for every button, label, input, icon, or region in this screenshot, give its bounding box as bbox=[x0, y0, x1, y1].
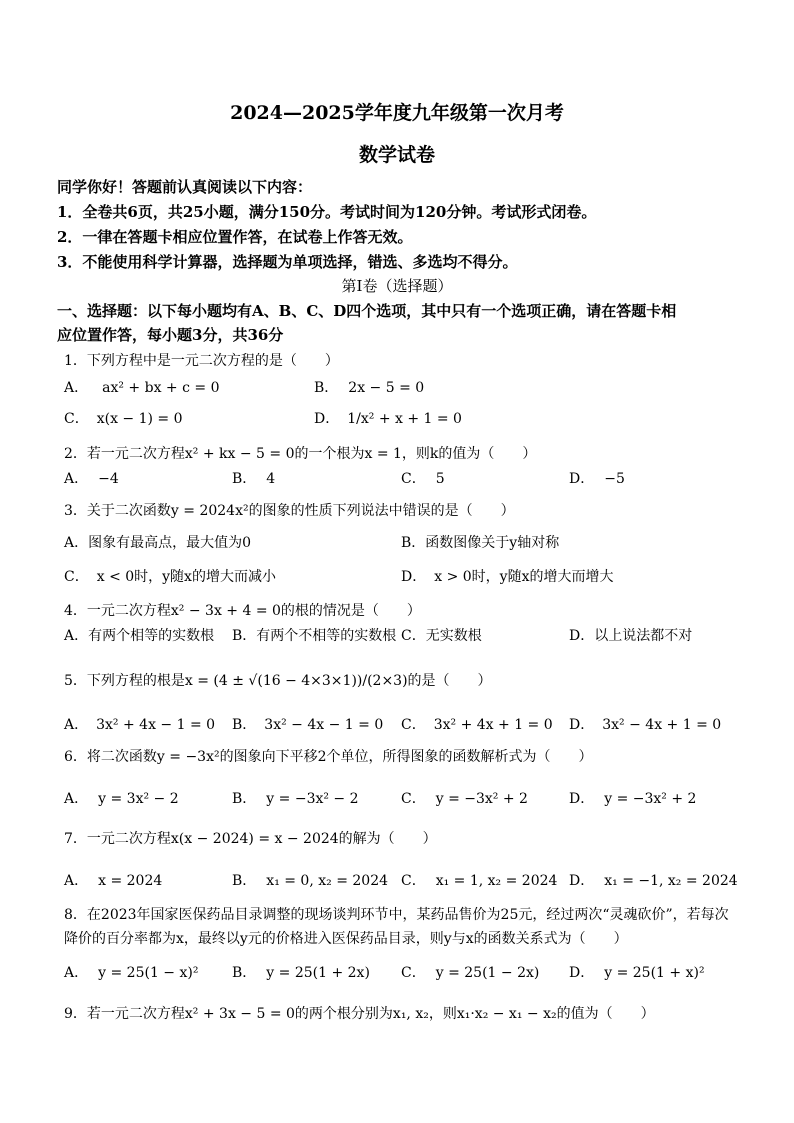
option-text: 1/x² + x + 1 = 0 bbox=[347, 411, 462, 427]
question-4-option-d: D．以上说法都不对 bbox=[569, 628, 693, 644]
option-text: y = −3x² − 2 bbox=[266, 791, 359, 807]
option-text: 函数图像关于y轴对称 bbox=[425, 535, 560, 551]
option-text: 5 bbox=[435, 471, 445, 487]
question-8-option-b: B． y = 25(1 + 2x) bbox=[232, 965, 370, 981]
question-6-option-d: D． y = −3x² + 2 bbox=[569, 791, 697, 807]
option-text: y = −3x² + 2 bbox=[604, 791, 697, 807]
option-text: −4 bbox=[98, 471, 119, 487]
option-text: y = 25(1 + 2x) bbox=[266, 965, 370, 981]
option-text: 3x² + 4x + 1 = 0 bbox=[433, 717, 553, 733]
option-text: x > 0时，y随x的增大而增大 bbox=[434, 569, 614, 585]
section-instructions-line1: 一、选择题：以下每小题均有A、B、C、D四个选项，其中只有一个选项正确，请在答题卡相 bbox=[57, 302, 677, 320]
option-text: 有两个相等的实数根 bbox=[88, 628, 215, 644]
option-text: 以上说法都不对 bbox=[594, 628, 693, 644]
question-4-option-b: B．有两个不相等的实数根 bbox=[232, 628, 397, 644]
question-6-option-b: B． y = −3x² − 2 bbox=[232, 791, 359, 807]
option-text: y = 25(1 − 2x) bbox=[435, 965, 540, 981]
option-text: 有两个不相等的实数根 bbox=[256, 628, 397, 644]
question-3-stem: 3．关于二次函数y = 2024x²的图象的性质下列说法中错误的是（ ） bbox=[64, 503, 515, 519]
question-8-stem-line2: 降价的百分率都为x，最终以y元的价格进入医保药品目录，则y与x的函数关系式为（ ） bbox=[64, 931, 628, 947]
exam-subtitle: 数学试卷 bbox=[358, 144, 435, 166]
option-text: y = −3x² + 2 bbox=[435, 791, 528, 807]
part1-title: 第Ⅰ卷（选择题） bbox=[341, 277, 453, 295]
notice-item-2: 2．一律在答题卡相应位置作答，在试卷上作答无效。 bbox=[57, 228, 413, 246]
question-6-stem: 6．将二次函数y = −3x²的图象向下平移2个单位，所得图象的函数解析式为（ ） bbox=[64, 749, 593, 765]
option-text: 无实数根 bbox=[425, 628, 482, 644]
question-6-option-a: A． y = 3x² − 2 bbox=[64, 791, 179, 807]
option-text: 4 bbox=[266, 471, 276, 487]
option-text: y = 25(1 + x)² bbox=[604, 965, 705, 981]
question-7-option-c: C． x₁ = 1, x₂ = 2024 bbox=[401, 873, 558, 889]
option-text: 2x − 5 = 0 bbox=[348, 380, 425, 396]
option-text: y = 3x² − 2 bbox=[98, 791, 179, 807]
option-text: x₁ = −1, x₂ = 2024 bbox=[604, 873, 738, 889]
question-7-stem: 7．一元二次方程x(x − 2024) = x − 2024的解为（ ） bbox=[64, 831, 437, 847]
question-5-option-d: D． 3x² − 4x + 1 = 0 bbox=[569, 717, 722, 733]
question-5-stem: 5．下列方程的根是x = (4 ± √(16 − 4×3×1))/(2×3)的是（ ） bbox=[64, 673, 492, 689]
option-text: 3x² − 4x + 1 = 0 bbox=[602, 717, 722, 733]
question-6-option-c: C． y = −3x² + 2 bbox=[401, 791, 528, 807]
question-8-option-c: C． y = 25(1 − 2x) bbox=[401, 965, 540, 981]
question-2-option-b: B． 4 bbox=[232, 471, 276, 487]
question-3-option-b: B．函数图像关于y轴对称 bbox=[401, 535, 560, 551]
option-text: y = 25(1 − x)² bbox=[98, 965, 199, 981]
question-8-stem-line1: 8．在2023年国家医保药品目录调整的现场谈判环节中，某药品售价为25元，经过两次“灵魂砍价”，若每次 bbox=[64, 907, 729, 923]
notice-item-1: 1．全卷共6页，共25小题，满分150分。考试时间为120分钟。考试形式闭卷。 bbox=[57, 203, 597, 221]
question-5-option-a: A． 3x² + 4x − 1 = 0 bbox=[64, 717, 216, 733]
section-instructions-line2: 应位置作答，每小题3分，共36分 bbox=[57, 326, 284, 344]
question-2-option-d: D． −5 bbox=[569, 471, 625, 487]
question-9-stem: 9．若一元二次方程x² + 3x − 5 = 0的两个根分别为x₁, x₂，则x₁·x₂ − x₁ − x₂的值为（ ） bbox=[64, 1006, 655, 1022]
option-text: ax² + bx + c = 0 bbox=[102, 380, 220, 396]
question-1-option-d: D． 1/x² + x + 1 = 0 bbox=[314, 411, 462, 427]
option-text: x(x − 1) = 0 bbox=[96, 411, 183, 427]
option-text: 3x² + 4x − 1 = 0 bbox=[96, 717, 216, 733]
option-text: x₁ = 0, x₂ = 2024 bbox=[266, 873, 389, 889]
question-2-option-a: A． −4 bbox=[64, 471, 119, 487]
question-7-option-a: A． x = 2024 bbox=[64, 873, 163, 889]
question-3-option-c: C． x < 0时，y随x的增大而减小 bbox=[64, 569, 276, 585]
question-8-option-a: A． y = 25(1 − x)² bbox=[64, 965, 199, 981]
notice-greeting: 同学你好！答题前认真阅读以下内容： bbox=[57, 178, 313, 196]
notice-item-3: 3．不能使用科学计算器，选择题为单项选择，错选、多选均不得分。 bbox=[57, 253, 518, 271]
question-1-option-a: A． ax² + bx + c = 0 bbox=[64, 380, 220, 396]
exam-title: 2024—2025学年度九年级第一次月考 bbox=[230, 102, 564, 124]
question-5-option-c: C． 3x² + 4x + 1 = 0 bbox=[401, 717, 553, 733]
question-2-option-c: C． 5 bbox=[401, 471, 445, 487]
question-1-option-b: B． 2x − 5 = 0 bbox=[314, 380, 425, 396]
question-4-stem: 4．一元二次方程x² − 3x + 4 = 0的根的情况是（ ） bbox=[64, 603, 421, 619]
question-2-stem: 2．若一元二次方程x² + kx − 5 = 0的一个根为x = 1，则k的值为（ ） bbox=[64, 446, 537, 462]
question-1-stem: 1．下列方程中是一元二次方程的是（ ） bbox=[64, 353, 339, 369]
question-4-option-a: A．有两个相等的实数根 bbox=[64, 628, 215, 644]
question-4-option-c: C．无实数根 bbox=[401, 628, 482, 644]
option-text: 图象有最高点，最大值为0 bbox=[88, 535, 252, 551]
option-text: x₁ = 1, x₂ = 2024 bbox=[435, 873, 558, 889]
question-7-option-d: D． x₁ = −1, x₂ = 2024 bbox=[569, 873, 738, 889]
question-5-option-b: B． 3x² − 4x − 1 = 0 bbox=[232, 717, 384, 733]
option-text: 3x² − 4x − 1 = 0 bbox=[264, 717, 384, 733]
option-text: −5 bbox=[604, 471, 625, 487]
question-3-option-d: D． x > 0时，y随x的增大而增大 bbox=[401, 569, 614, 585]
question-1-option-c: C． x(x − 1) = 0 bbox=[64, 411, 183, 427]
option-text: x < 0时，y随x的增大而减小 bbox=[96, 569, 276, 585]
question-8-option-d: D． y = 25(1 + x)² bbox=[569, 965, 705, 981]
option-text: x = 2024 bbox=[98, 873, 163, 889]
question-3-option-a: A．图象有最高点，最大值为0 bbox=[64, 535, 252, 551]
question-7-option-b: B． x₁ = 0, x₂ = 2024 bbox=[232, 873, 389, 889]
